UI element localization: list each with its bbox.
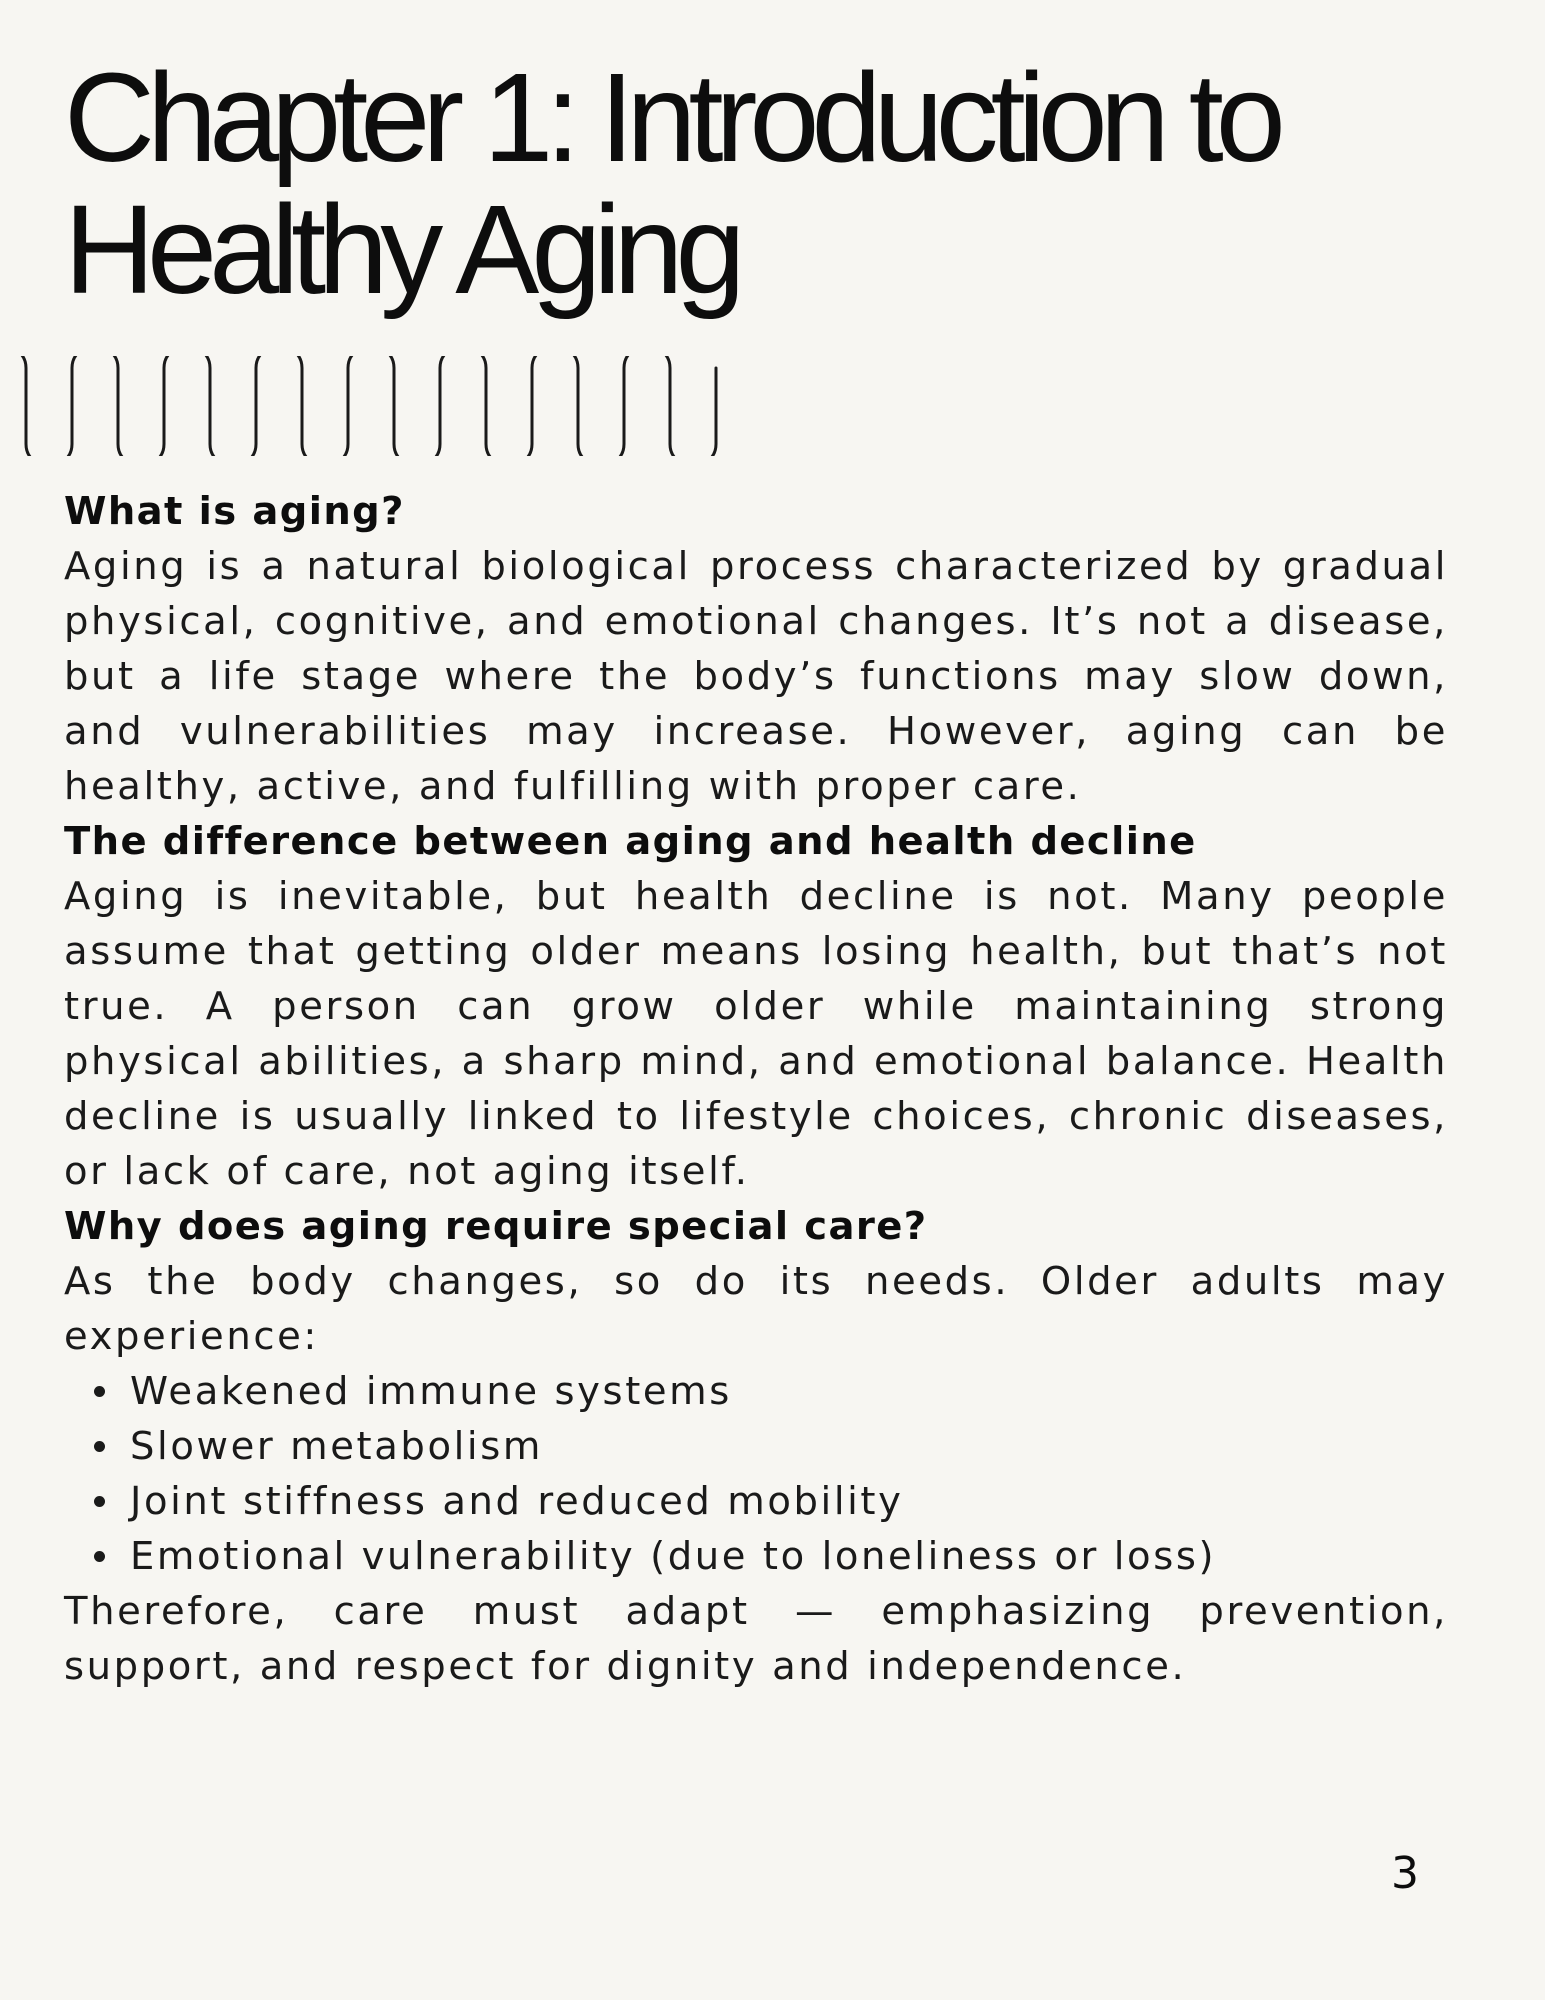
paragraph-aging-vs-decline: Aging is inevitable, but health decline is not. Many people assume that getting older means losing health, but that’s not true. A person can grow older while maintaining strong physical abilities, a sharp mind, and emotional balance. Health decline is usually linked to lifestyle choices, chronic diseases, or lack of care, not aging itself. <box>64 874 1448 1194</box>
paragraph-closing: Therefore, care must adapt — emphasizing prevention, support, and respect for dignity and independence. <box>64 1589 1448 1689</box>
bullet-icon <box>94 1386 105 1397</box>
list-item <box>130 1364 1448 1419</box>
chapter-title-line-1: Chapter 1: Introduction to <box>64 47 1278 188</box>
bullet-icon <box>94 1441 105 1452</box>
bullet-icon <box>94 1496 105 1507</box>
list-item <box>130 1419 1448 1474</box>
list-item-text: Weakened immune systems <box>130 1369 732 1414</box>
list-item-text: Slower metabolism <box>130 1424 543 1469</box>
decorative-wave-divider <box>0 356 720 456</box>
paragraph-what-is-aging: Aging is a natural biological process characterized by gradual physical, cognitive, and emotional changes. It’s not a disease, but a life stage where the body’s functions may slow down, and vulnerabilities may increase. However, aging can be healthy, active, and fulfilling with proper care. <box>64 544 1448 809</box>
list-item-text: Emotional vulnerability (due to loneliness or loss) <box>130 1534 1217 1579</box>
care-needs-list <box>64 1364 1448 1584</box>
page-number: 3 <box>1391 1848 1419 1899</box>
chapter-title <box>64 47 1464 320</box>
list-item <box>130 1529 1448 1584</box>
section-heading-special-care: Why does aging require special care? <box>64 1204 928 1249</box>
paragraph-special-care: As the body changes, so do its needs. Older adults may experience: <box>64 1259 1448 1359</box>
body-text <box>64 484 1448 1694</box>
section-heading-what-is-aging: What is aging? <box>64 489 405 534</box>
chapter-title-line-2: Healthy Aging <box>64 179 738 320</box>
section-heading-aging-vs-decline: The difference between aging and health decline <box>64 819 1197 864</box>
list-item-text: Joint stiffness and reduced mobility <box>130 1479 904 1524</box>
bullet-icon <box>94 1551 105 1562</box>
list-item <box>130 1474 1448 1529</box>
